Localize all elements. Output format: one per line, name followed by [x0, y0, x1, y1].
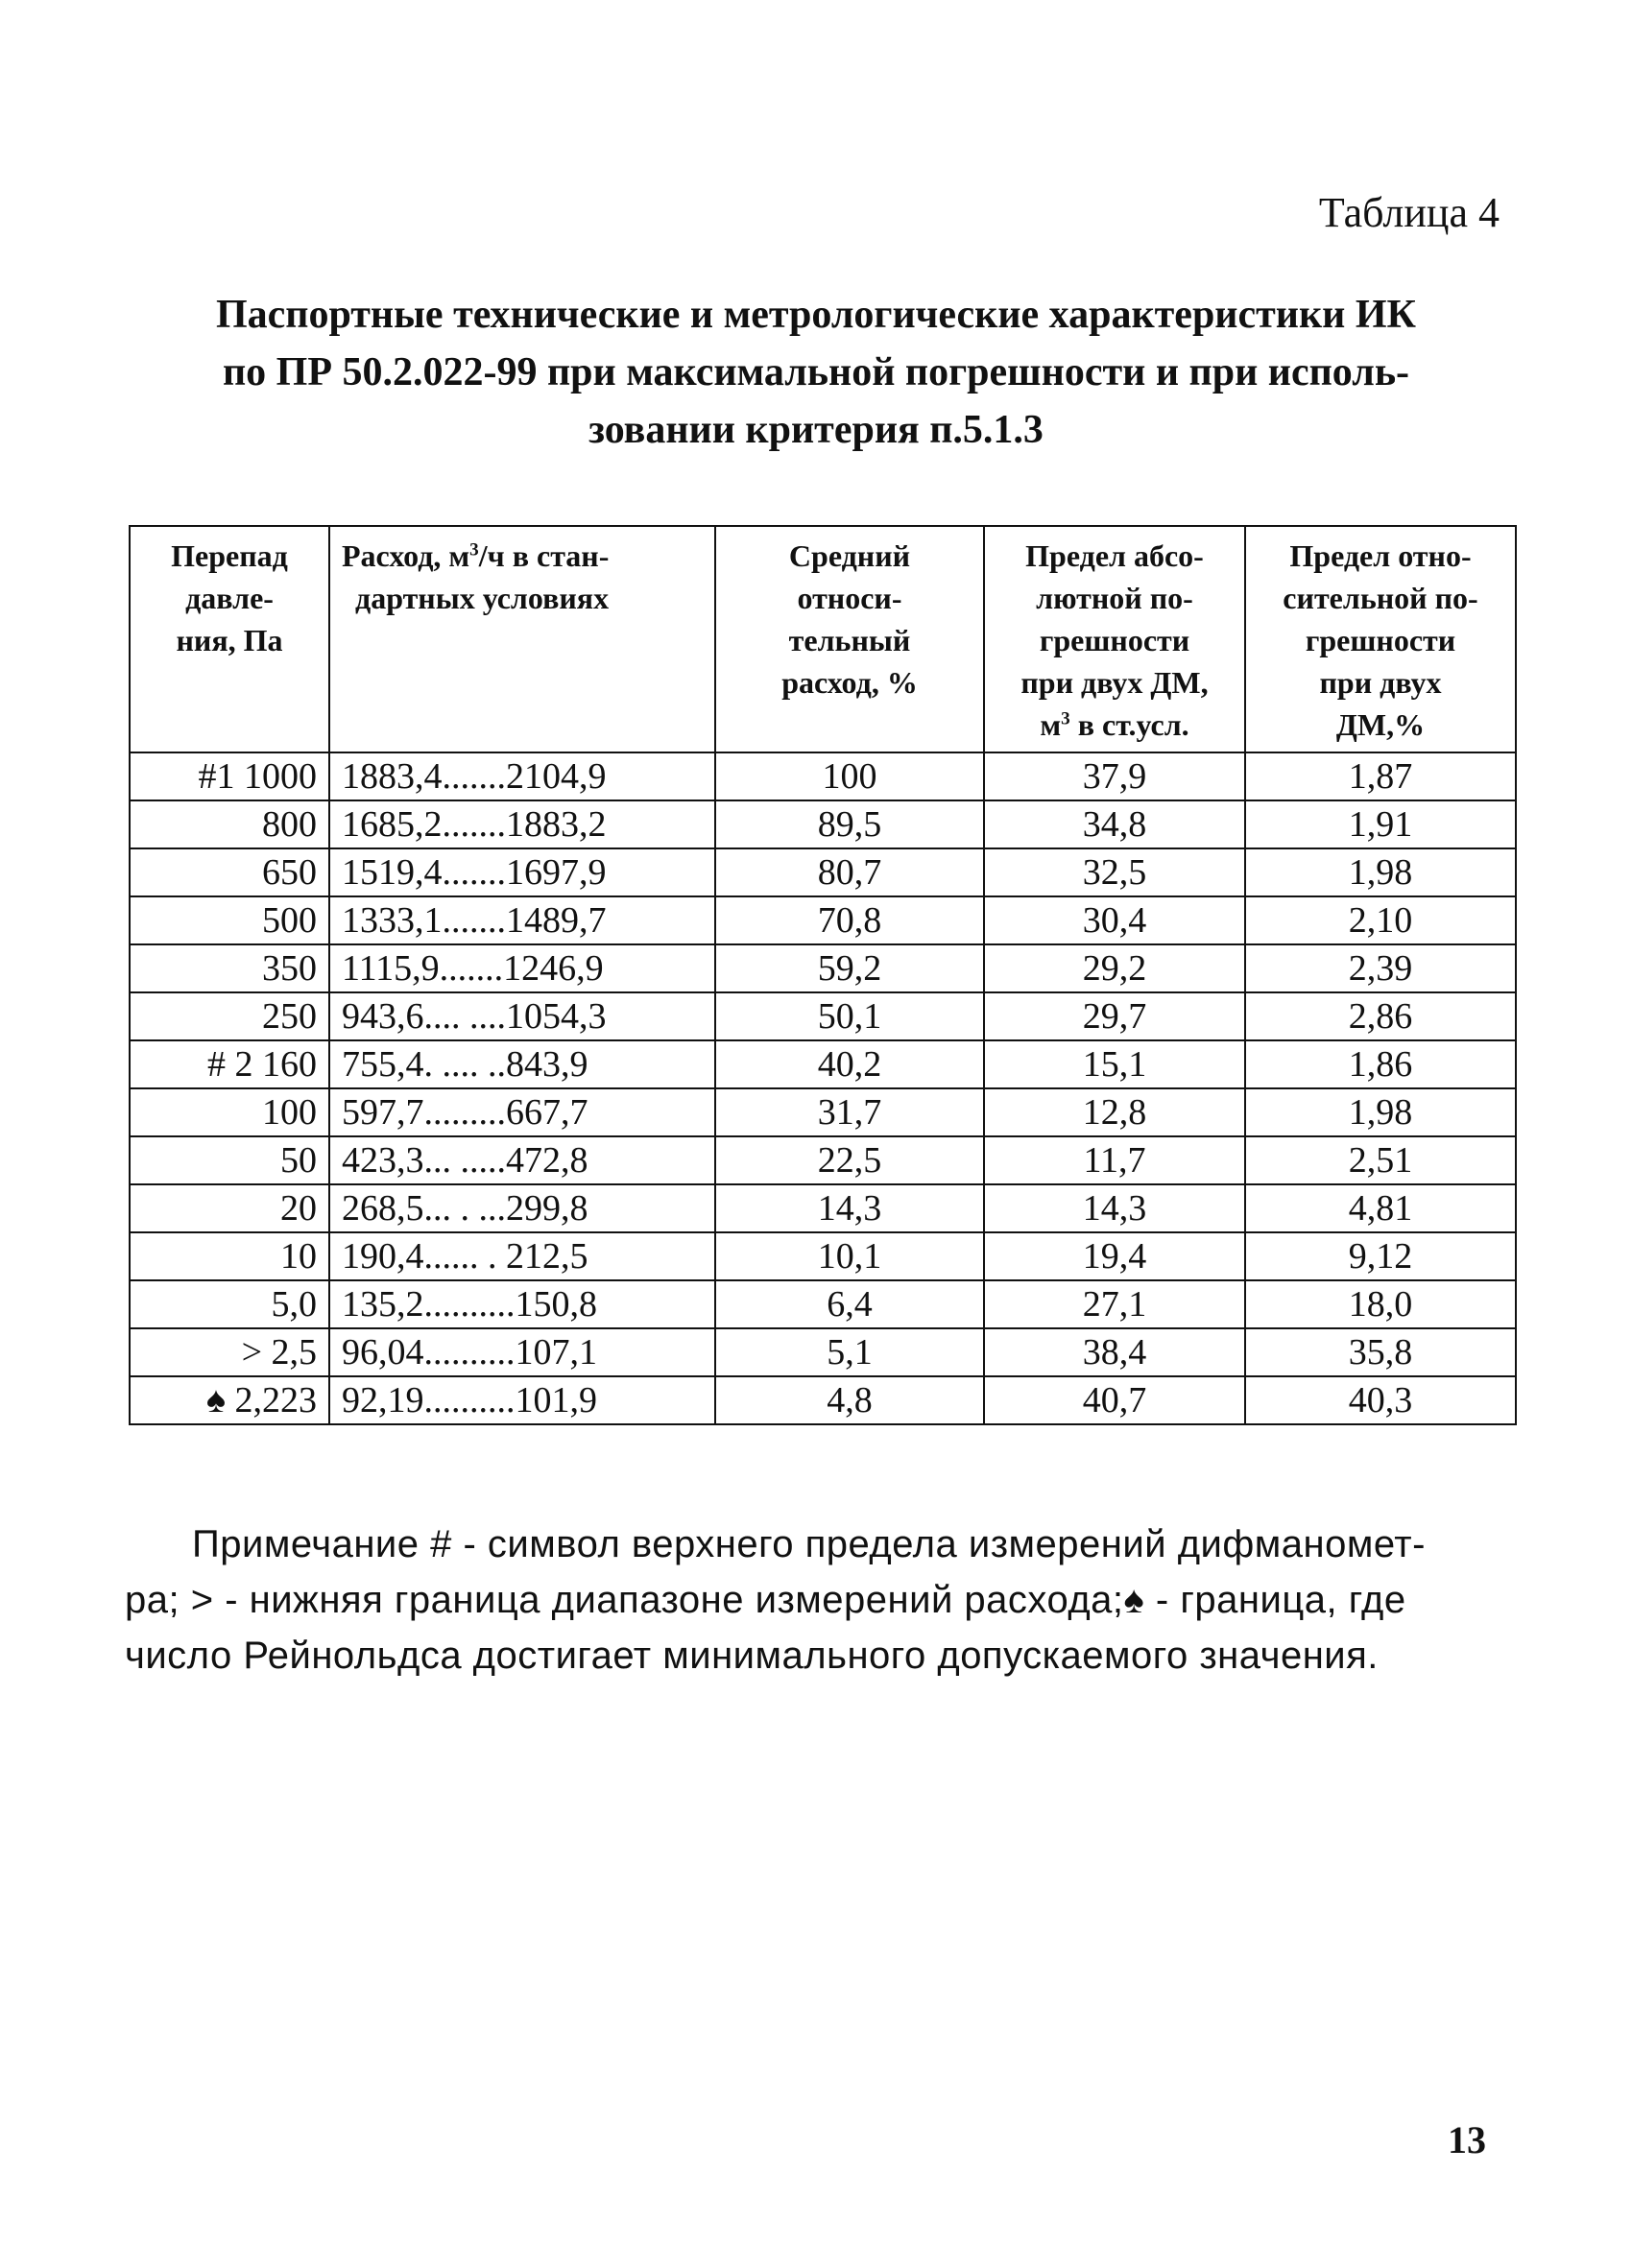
cell-pressure-drop: 50 [130, 1136, 329, 1184]
page-number: 13 [1448, 2118, 1486, 2161]
cell-relative-error: 4,81 [1245, 1184, 1516, 1232]
table-body [130, 752, 1516, 1424]
cell-mean-relative-flow: 100 [715, 752, 984, 800]
cell-absolute-error: 14,3 [984, 1184, 1245, 1232]
cell-pressure-drop: 20 [130, 1184, 329, 1232]
cell-pressure-drop: 650 [130, 848, 329, 896]
cell-absolute-error: 29,7 [984, 992, 1245, 1040]
cell-relative-error: 1,91 [1245, 800, 1516, 848]
cell-pressure-drop: 500 [130, 896, 329, 944]
table-row [130, 800, 1516, 848]
cell-flow-range: 943,6.... ....1054,3 [329, 992, 715, 1040]
cell-flow-range: 268,5... . ...299,8 [329, 1184, 715, 1232]
cell-mean-relative-flow: 5,1 [715, 1328, 984, 1376]
note-line: Примечание # - символ верхнего предела измерений дифманомет- [192, 1523, 1426, 1565]
cell-relative-error: 1,87 [1245, 752, 1516, 800]
cell-relative-error: 9,12 [1245, 1232, 1516, 1280]
cell-relative-error: 40,3 [1245, 1376, 1516, 1424]
cell-absolute-error: 12,8 [984, 1088, 1245, 1136]
cell-flow-range: 1333,1.......1489,7 [329, 896, 715, 944]
table-row [130, 848, 1516, 896]
cell-pressure-drop: 800 [130, 800, 329, 848]
cell-flow-range: 96,04..........107,1 [329, 1328, 715, 1376]
cell-mean-relative-flow: 40,2 [715, 1040, 984, 1088]
table-row [130, 1088, 1516, 1136]
cell-flow-range: 92,19..........101,9 [329, 1376, 715, 1424]
cell-relative-error: 1,86 [1245, 1040, 1516, 1088]
cell-relative-error: 2,10 [1245, 896, 1516, 944]
cell-absolute-error: 37,9 [984, 752, 1245, 800]
cell-mean-relative-flow: 89,5 [715, 800, 984, 848]
cell-flow-range: 1685,2.......1883,2 [329, 800, 715, 848]
cell-mean-relative-flow: 31,7 [715, 1088, 984, 1136]
cell-flow-range: 423,3... .....472,8 [329, 1136, 715, 1184]
cell-mean-relative-flow: 80,7 [715, 848, 984, 896]
cell-pressure-drop: # 2 160 [130, 1040, 329, 1088]
table-row [130, 1136, 1516, 1184]
characteristics-table [129, 525, 1517, 1425]
cell-absolute-error: 32,5 [984, 848, 1245, 896]
table-row [130, 896, 1516, 944]
cell-absolute-error: 40,7 [984, 1376, 1245, 1424]
cell-relative-error: 1,98 [1245, 848, 1516, 896]
table-note [125, 1516, 1498, 1683]
cell-flow-range: 1115,9.......1246,9 [329, 944, 715, 992]
cell-relative-error: 35,8 [1245, 1328, 1516, 1376]
cell-absolute-error: 27,1 [984, 1280, 1245, 1328]
cell-mean-relative-flow: 70,8 [715, 896, 984, 944]
cell-pressure-drop: 5,0 [130, 1280, 329, 1328]
cell-flow-range: 755,4. .... ..843,9 [329, 1040, 715, 1088]
table-row [130, 1184, 1516, 1232]
header-flow-rate: Расход, $м^3/ч$ в стан- дартных условиях [329, 526, 715, 752]
cell-flow-range: 1519,4.......1697,9 [329, 848, 715, 896]
cell-mean-relative-flow: 4,8 [715, 1376, 984, 1424]
header-absolute-error-limit: Предел абсо- лютной по- грешности при двух ДМ, $м^3$ в ст.усл. [984, 526, 1245, 752]
cell-relative-error: 1,98 [1245, 1088, 1516, 1136]
cell-flow-range: 597,7.........667,7 [329, 1088, 715, 1136]
cell-absolute-error: 38,4 [984, 1328, 1245, 1376]
table-row [130, 944, 1516, 992]
table-row [130, 1040, 1516, 1088]
cell-mean-relative-flow: 6,4 [715, 1280, 984, 1328]
cell-flow-range: 1883,4.......2104,9 [329, 752, 715, 800]
cell-pressure-drop: > 2,5 [130, 1328, 329, 1376]
note-line: число Рейнольдса достигает минимального допускаемого значения. [125, 1635, 1379, 1677]
cell-flow-range: 190,4...... . 212,5 [329, 1232, 715, 1280]
cell-pressure-drop: #1 1000 [130, 752, 329, 800]
table-row [130, 1376, 1516, 1424]
table-row [130, 1328, 1516, 1376]
cell-pressure-drop: 10 [130, 1232, 329, 1280]
title-line: по ПР 50.2.022-99 при максимальной погрешности и при исполь- [222, 350, 1410, 394]
cell-mean-relative-flow: 50,1 [715, 992, 984, 1040]
cell-mean-relative-flow: 22,5 [715, 1136, 984, 1184]
note-line: ра; > - нижняя граница диапазоне измерений расхода;♠ - граница, где [125, 1579, 1406, 1621]
header-pressure-drop: Перепад давле- ния, Па [130, 526, 329, 752]
cell-relative-error: 2,39 [1245, 944, 1516, 992]
cell-relative-error: 2,86 [1245, 992, 1516, 1040]
cell-pressure-drop: 350 [130, 944, 329, 992]
header-relative-error-limit: Предел отно- сительной по- грешности при двух ДМ,% [1245, 526, 1516, 752]
table-row [130, 1232, 1516, 1280]
cell-pressure-drop: 250 [130, 992, 329, 1040]
cell-relative-error: 2,51 [1245, 1136, 1516, 1184]
header-mean-relative-flow: Средний относи- тельный расход, % [715, 526, 984, 752]
cell-mean-relative-flow: 59,2 [715, 944, 984, 992]
cell-absolute-error: 29,2 [984, 944, 1245, 992]
table-header-row [130, 526, 1516, 752]
table-row [130, 752, 1516, 800]
title-line: зовании критерия п.5.1.3 [588, 408, 1044, 452]
table-row [130, 1280, 1516, 1328]
table-row [130, 992, 1516, 1040]
cell-absolute-error: 19,4 [984, 1232, 1245, 1280]
cell-mean-relative-flow: 14,3 [715, 1184, 984, 1232]
cell-absolute-error: 15,1 [984, 1040, 1245, 1088]
title-line: Паспортные технические и метрологические характеристики ИК [215, 293, 1416, 337]
cell-pressure-drop: ♠ 2,223 [130, 1376, 329, 1424]
table-label: Таблица 4 [1318, 189, 1500, 236]
table-title [144, 286, 1488, 459]
cell-relative-error: 18,0 [1245, 1280, 1516, 1328]
cell-absolute-error: 30,4 [984, 896, 1245, 944]
cell-absolute-error: 34,8 [984, 800, 1245, 848]
cell-mean-relative-flow: 10,1 [715, 1232, 984, 1280]
cell-flow-range: 135,2..........150,8 [329, 1280, 715, 1328]
cell-absolute-error: 11,7 [984, 1136, 1245, 1184]
cell-pressure-drop: 100 [130, 1088, 329, 1136]
